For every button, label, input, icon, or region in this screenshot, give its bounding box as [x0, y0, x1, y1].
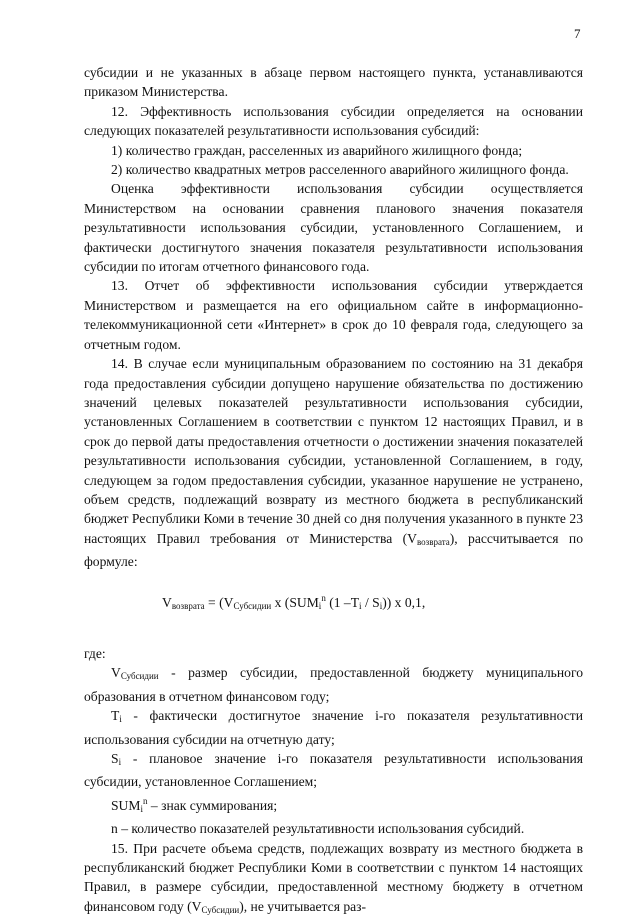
- definition-sum: $SUM_i^n$ – знак суммирования;: [111, 795, 278, 814]
- paragraph-item-14: 14. В случае если муниципальным образованием по состоянию на 31 декабря года предоставления субсидии допущено нарушение обязательства по достижению значений целевых показателей результативности использования субсидии, установленных Соглашением в соответствии с пунктом 12 настоящих Правил, и в срок до первой даты предоставления отчетности о достижении значения показателей результативности использования субсидии, установленной Соглашением, в году, следующем за годом предоставления субсидии, указанное нарушение не устранено, объем средств, подлежащий возврату из местного бюджета в республиканский бюджет Республики Коми в течение 30 дней со дня получения указанного в пункте 23 настоящих Правил требования от Министерства $(V_{возврата})$, рассчитывается по формуле:: [84, 356, 583, 570]
- paragraph: субсидии и не указанных в абзаце первом настоящего пункта, устанавливаются приказом Министерства.: [84, 65, 583, 100]
- paragraph-item-15: 15. При расчете объема средств, подлежащих возврату из местного бюджета в республиканский бюджет Республики Коми в соответствии с пунктом 14 настоящих Правил, в размере субсидии, предоставленной местному бюджету в отчетном финансовом году $(V_{Субсидии})$, не учитывается раз-: [84, 840, 583, 915]
- definition-n: n – количество показателей результативности использования субсидий.: [111, 821, 525, 837]
- list-item-2: 2) количество квадратных метров расселенного аварийного жилищного фонда.: [111, 162, 569, 178]
- paragraph-item-13: 13. Отчет об эффективности использования субсидии утверждается Министерством и размещается на его официальном сайте в информационно-телекоммуникационной сети «Интернет» в срок до 10 февраля года, следующего за отчетным годом.: [84, 278, 583, 352]
- where-label: где:: [84, 645, 106, 661]
- definition-t-i: $T_i$ - фактически достигнутое значение i-го показателя результативности использования субсидии на отчетную дату;: [84, 708, 583, 747]
- page-number: 7: [574, 26, 581, 41]
- definition-v-subsidii: $V_{Субсидии}$ - размер субсидии, предоставленной бюджету муниципального образования в отчетном финансовом году;: [84, 665, 583, 704]
- list-item-1: 1) количество граждан, расселенных из аварийного жилищного фонда;: [111, 142, 523, 158]
- definition-s-i: $S_i$ - плановое значение i-го показателя результативности использования субсидии, установленное Соглашением;: [84, 751, 583, 790]
- paragraph-evaluation: Оценка эффективности использования субсидии осуществляется Министерством на основании сравнения планового значения показателя результативности использования субсидии, установленного Соглашением, и фактически достигнутого значения показателя результативности использования субсидии по итогам отчетного финансового года.: [84, 181, 583, 275]
- paragraph-item-12: 12. Эффективность использования субсидии определяется на основании следующих показателей результативности использования субсидий:: [84, 103, 583, 139]
- document-body: [84, 63, 583, 920]
- formula: $V_{возврата} = (V_{Субсидии}$ x ($SUM_i^n$ (1 $-T_i / S_i$)) x 0,1,: [162, 592, 426, 611]
